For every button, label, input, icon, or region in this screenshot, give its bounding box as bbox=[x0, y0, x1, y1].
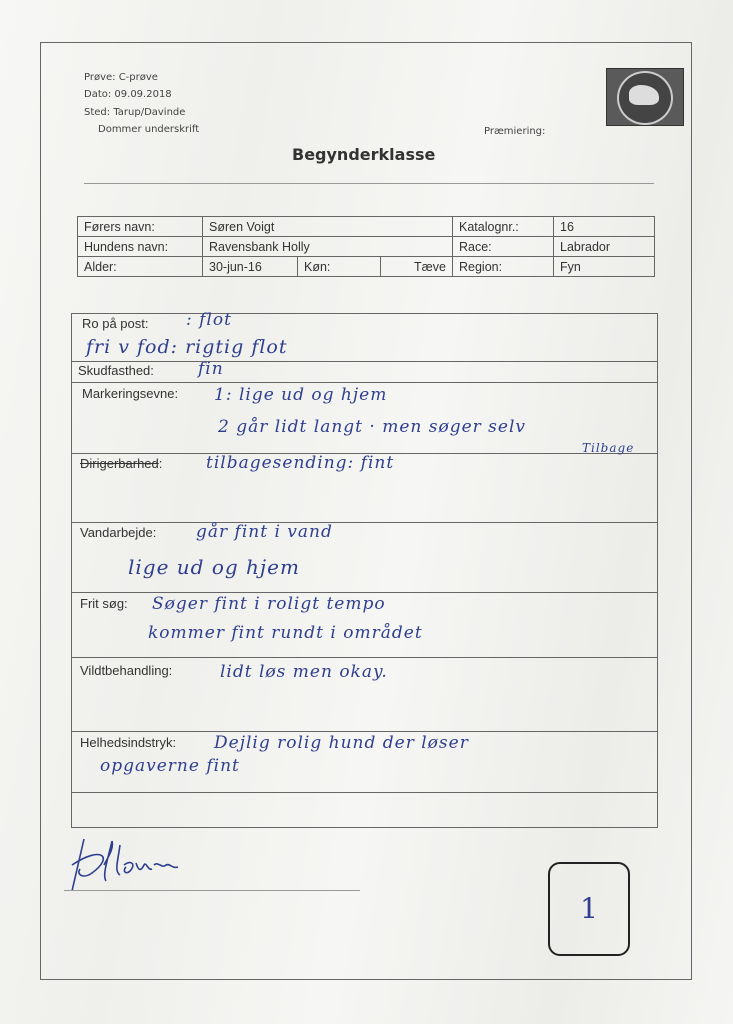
mark-comment-3: Tilbage bbox=[582, 441, 635, 455]
ro-comment-2: fri v fod: rigtig flot bbox=[86, 336, 288, 358]
page-title: Begynderklasse bbox=[292, 145, 436, 164]
location: Sted: Tarup/Davinde bbox=[84, 107, 186, 118]
kon-value: Tæve bbox=[381, 257, 453, 277]
hund-label: Hundens navn: bbox=[78, 237, 203, 257]
row-divider bbox=[71, 361, 658, 362]
frit-comment-1: Søger fint i roligt tempo bbox=[152, 594, 386, 614]
judge-signature-label: Dommer underskrift bbox=[98, 124, 200, 135]
mark-comment-1: 1: lige ud og hjem bbox=[214, 385, 388, 405]
forer-value: Søren Voigt bbox=[203, 217, 453, 237]
row-divider bbox=[71, 657, 658, 658]
test-type: Prøve: C-prøve bbox=[84, 72, 158, 83]
table-row bbox=[78, 257, 655, 277]
vand-comment-1: går fint i vand bbox=[196, 522, 333, 542]
alder-value: 30-jun-16 bbox=[203, 257, 298, 277]
row-divider bbox=[71, 792, 658, 793]
vildt-comment: lidt løs men okay. bbox=[220, 662, 388, 682]
info-table bbox=[77, 216, 655, 277]
dirig-label bbox=[80, 456, 162, 471]
helhed-comment-2: opgaverne fint bbox=[100, 756, 240, 776]
skud-comment: fin bbox=[198, 359, 224, 379]
placement-value: 1 bbox=[580, 892, 598, 925]
judge-signature bbox=[62, 835, 202, 895]
signature-line bbox=[64, 890, 360, 891]
title-divider bbox=[84, 183, 654, 184]
alder-label: Alder: bbox=[78, 257, 203, 277]
ro-comment: : flot bbox=[186, 310, 232, 330]
frit-comment-2: kommer fint rundt i området bbox=[148, 623, 423, 643]
katalog-value: 16 bbox=[554, 217, 655, 237]
katalog-label: Katalognr.: bbox=[453, 217, 554, 237]
premiering-label: Præmiering: bbox=[484, 126, 546, 137]
region-logo bbox=[606, 68, 684, 126]
dirig-comment: tilbagesending: fint bbox=[206, 453, 395, 473]
mark-comment-2: 2 går lidt langt · men søger selv bbox=[218, 417, 526, 437]
helhed-comment-1: Dejlig rolig hund der løser bbox=[214, 733, 469, 753]
row-divider bbox=[71, 522, 658, 523]
mark-label: Markeringsevne: bbox=[82, 386, 179, 401]
race-label: Race: bbox=[453, 237, 554, 257]
vand-label: Vandarbejde: bbox=[80, 525, 157, 540]
race-value: Labrador bbox=[554, 237, 655, 257]
hund-value: Ravensbank Holly bbox=[203, 237, 453, 257]
region-label: Region: bbox=[453, 257, 554, 277]
placement-box bbox=[548, 862, 630, 956]
vildt-label: Vildtbehandling: bbox=[80, 663, 173, 678]
ro-label: Ro på post: bbox=[82, 316, 149, 331]
region-value: Fyn bbox=[554, 257, 655, 277]
vand-comment-2: lige ud og hjem bbox=[128, 555, 300, 579]
row-divider bbox=[71, 592, 658, 593]
skud-label: Skudfasthed: bbox=[78, 363, 154, 378]
table-row bbox=[78, 217, 655, 237]
forer-label: Førers navn: bbox=[78, 217, 203, 237]
row-divider bbox=[71, 731, 658, 732]
date: Dato: 09.09.2018 bbox=[84, 89, 172, 100]
kon-label: Køn: bbox=[298, 257, 381, 277]
row-divider bbox=[71, 382, 658, 383]
dirig-colon: : bbox=[158, 456, 163, 471]
dirig-label-text: Dirigerbarhed bbox=[80, 456, 159, 471]
helhed-label: Helhedsindstryk: bbox=[80, 735, 177, 750]
frit-label: Frit søg: bbox=[80, 596, 128, 611]
table-row bbox=[78, 237, 655, 257]
